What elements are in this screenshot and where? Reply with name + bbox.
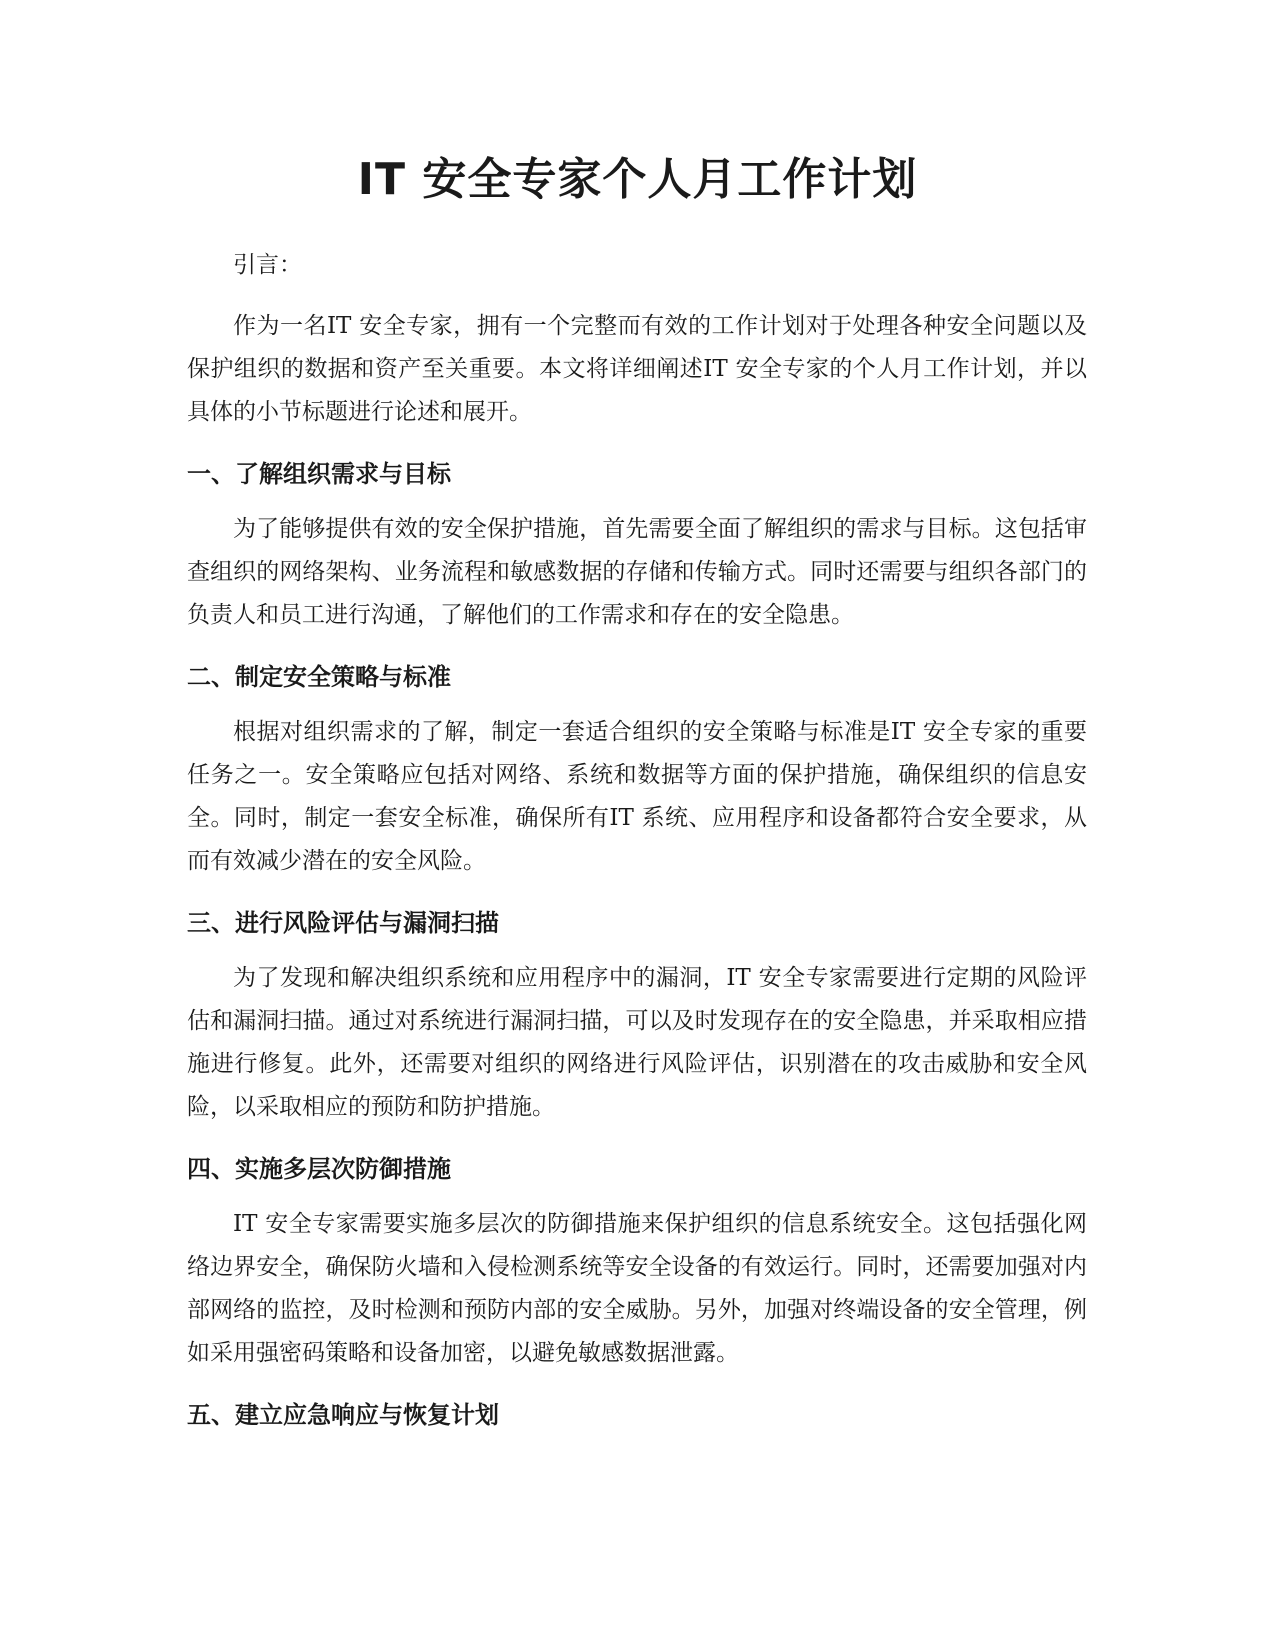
section-paragraph: IT 安全专家需要实施多层次的防御措施来保护组织的信息系统安全。这包括强化网络边界安全，确保防火墙和入侵检测系统等安全设备的有效运行。同时，还需要加强对内部网络的监控，及时检测和预防内部的安全威胁。另外，加强对终端设备的安全管理，例如采用强密码策略和设备加密，以避免敏感数据泄露。	[187, 1211, 1087, 1366]
section-4	[187, 1147, 1087, 1375]
section-heading: 四、实施多层次防御措施	[187, 1155, 451, 1183]
intro-label: 引言：	[233, 252, 302, 278]
section-3	[187, 901, 1087, 1129]
section-heading: 二、制定安全策略与标准	[187, 663, 451, 691]
section-heading: 一、了解组织需求与目标	[187, 460, 451, 488]
section-2	[187, 655, 1087, 883]
section-heading: 五、建立应急响应与恢复计划	[187, 1401, 499, 1429]
section-5	[187, 1393, 1087, 1437]
document-title: IT 安全专家个人月工作计划	[357, 154, 918, 205]
section-heading: 三、进行风险评估与漏洞扫描	[187, 909, 499, 937]
section-paragraph: 根据对组织需求的了解，制定一套适合组织的安全策略与标准是IT 安全专家的重要任务之一。安全策略应包括对网络、系统和数据等方面的保护措施，确保组织的信息安全。同时，制定一套安全标准，确保所有IT 系统、应用程序和设备都符合安全要求，从而有效减少潜在的安全风险。	[187, 719, 1087, 874]
section-paragraph: 为了能够提供有效的安全保护措施，首先需要全面了解组织的需求与目标。这包括审查组织的网络架构、业务流程和敏感数据的存储和传输方式。同时还需要与组织各部门的负责人和员工进行沟通，了解他们的工作需求和存在的安全隐患。	[187, 516, 1087, 628]
intro-paragraph: 作为一名IT 安全专家，拥有一个完整而有效的工作计划对于处理各种安全问题以及保护组织的数据和资产至关重要。本文将详细阐述IT 安全专家的个人月工作计划，并以具体的小节标题进行论述和展开。	[187, 313, 1087, 425]
section-paragraph: 为了发现和解决组织系统和应用程序中的漏洞，IT 安全专家需要进行定期的风险评估和漏洞扫描。通过对系统进行漏洞扫描，可以及时发现存在的安全隐患，并采取相应措施进行修复。此外，还需要对组织的网络进行风险评估，识别潜在的攻击威胁和安全风险，以采取相应的预防和防护措施。	[187, 965, 1087, 1120]
section-1	[187, 452, 1087, 637]
document-body	[187, 244, 1087, 1449]
